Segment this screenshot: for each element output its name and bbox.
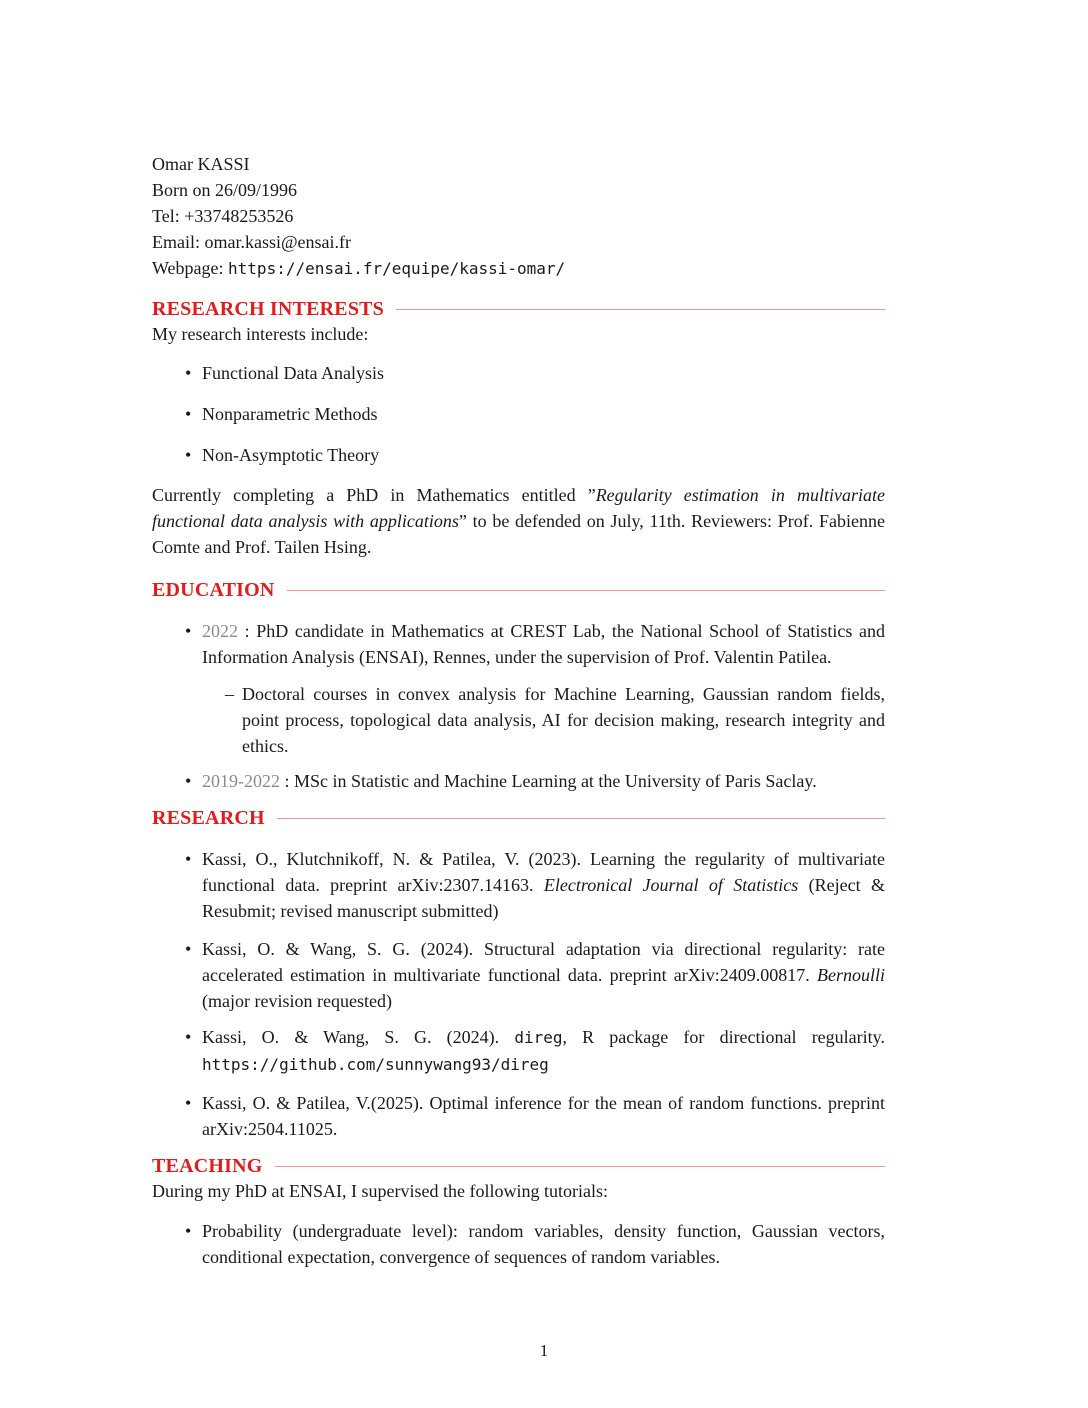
text-run: (major revision requested) xyxy=(202,991,392,1011)
section-heading xyxy=(152,806,885,830)
section-education xyxy=(152,578,885,794)
topic-label: Functional Data Analysis xyxy=(202,363,384,383)
contact-header xyxy=(152,151,885,282)
text-run: Kassi, O. & Wang, S. G. (2024). xyxy=(202,1027,515,1047)
topic-item xyxy=(152,360,885,386)
text-run: direg xyxy=(514,1028,563,1047)
research-item-text xyxy=(202,1090,885,1142)
section-title: EDUCATION xyxy=(152,579,275,601)
bullet-marker: • xyxy=(185,621,192,641)
text-run: 2022 xyxy=(202,621,238,641)
teaching-intro: During my PhD at ENSAI, I supervised the following tutorials: xyxy=(152,1181,608,1201)
bullet-marker: • xyxy=(185,771,192,791)
bullet-marker: • xyxy=(185,404,192,424)
section-title: RESEARCH INTERESTS xyxy=(152,298,385,320)
research-item xyxy=(152,1090,885,1142)
text-run: Webpage: xyxy=(152,258,229,278)
text-run: ” to be defended on July, 11th. Reviewers: Prof. Fabienne Comte and Prof. Tailen Hsing. xyxy=(152,511,885,557)
topic-item xyxy=(152,442,885,468)
text-run: Kassi, O., Klutchnikoff, N. & Patilea, V. (2023). Learning the regularity of multivariate functional data. preprint arXiv:2307.14163. xyxy=(202,849,885,895)
github-url-link[interactable]: https://github.com/sunnywang93/direg xyxy=(202,1055,549,1074)
bullet-marker: • xyxy=(185,1027,192,1047)
research-item-text xyxy=(202,936,885,1014)
text-run: Electronical Journal of Statistics xyxy=(543,875,799,895)
tel-line: Tel: +33748253526 xyxy=(152,206,294,226)
phd-summary-paragraph xyxy=(152,482,885,560)
dash-marker: – xyxy=(225,684,234,704)
cv-page-content xyxy=(152,151,885,1270)
education-item xyxy=(152,618,885,670)
text-run: Kassi, O. & Patilea, V.(2025). Optimal inference for the mean of random functions. preprint arXiv:2504.11025. xyxy=(202,1093,885,1139)
section-title: RESEARCH xyxy=(152,807,265,829)
bullet-marker: • xyxy=(185,1093,192,1113)
education-item xyxy=(152,768,885,794)
webpage-line xyxy=(152,255,885,282)
page-number: 1 xyxy=(539,1341,549,1360)
bullet-marker: • xyxy=(185,849,192,869)
bullet-marker: • xyxy=(185,445,192,465)
bullet-marker: • xyxy=(185,1221,192,1241)
name-line: Omar KASSI xyxy=(152,154,250,174)
topic-label: Nonparametric Methods xyxy=(202,404,378,424)
research-item xyxy=(152,846,885,924)
interests-intro: My research interests include: xyxy=(152,324,369,344)
section-title: TEACHING xyxy=(152,1155,263,1177)
text-run: 2019-2022 xyxy=(202,771,280,791)
email-line: Email: omar.kassi@ensai.fr xyxy=(152,232,352,252)
text-run: (Reject & Resubmit; revised manuscript submitted) xyxy=(202,875,885,921)
text-run: , R package for directional regularity. xyxy=(562,1027,885,1047)
section-heading xyxy=(152,1154,885,1178)
research-item-text xyxy=(202,846,885,924)
research-item xyxy=(152,1024,885,1078)
text-run: Regularity estimation in multivariate functional data analysis with applications xyxy=(152,485,885,531)
heading-rule xyxy=(275,1166,885,1167)
text-run: Bernoulli xyxy=(817,965,885,985)
topic-label: Non-Asymptotic Theory xyxy=(202,445,380,465)
research-item xyxy=(152,936,885,1014)
text-run: : PhD candidate in Mathematics at CREST Lab, the National School of Statistics and Information Analysis (ENSAI), Rennes, under the supervision of Prof. Valentin Patilea. xyxy=(202,621,885,667)
teaching-item-text: Probability (undergraduate level): random variables, density function, Gaussian vectors, conditional expectation, convergence of sequences of random variables. xyxy=(202,1221,885,1267)
heading-rule xyxy=(396,309,885,310)
text-run: Currently completing a PhD in Mathematics entitled ” xyxy=(152,485,596,505)
heading-rule xyxy=(287,590,885,591)
section-teaching xyxy=(152,1154,885,1270)
text-run: Kassi, O. & Wang, S. G. (2024). Structural adaptation via directional regularity: rate accelerated estimation in multivariate functional data. preprint arXiv:2409.00817. xyxy=(202,939,885,985)
education-item-text xyxy=(202,618,885,670)
section-research xyxy=(152,806,885,1142)
topic-item xyxy=(152,401,885,427)
education-subitem xyxy=(152,681,885,759)
bullet-marker: • xyxy=(185,363,192,383)
education-item-text xyxy=(202,768,885,794)
research-item-text xyxy=(202,1024,885,1078)
webpage-url-link[interactable]: https://ensai.fr/equipe/kassi-omar/ xyxy=(228,259,566,278)
heading-rule xyxy=(277,818,885,819)
education-subitem-text: Doctoral courses in convex analysis for Machine Learning, Gaussian random fields, point process, topological data analysis, AI for decision making, research integrity and ethics. xyxy=(242,684,885,756)
section-research-interests xyxy=(152,297,885,560)
section-heading xyxy=(152,297,885,321)
teaching-item xyxy=(152,1218,885,1270)
section-heading xyxy=(152,578,885,602)
born-line: Born on 26/09/1996 xyxy=(152,180,298,200)
bullet-marker: • xyxy=(185,939,192,959)
text-run: : MSc in Statistic and Machine Learning at the University of Paris Saclay. xyxy=(280,771,817,791)
